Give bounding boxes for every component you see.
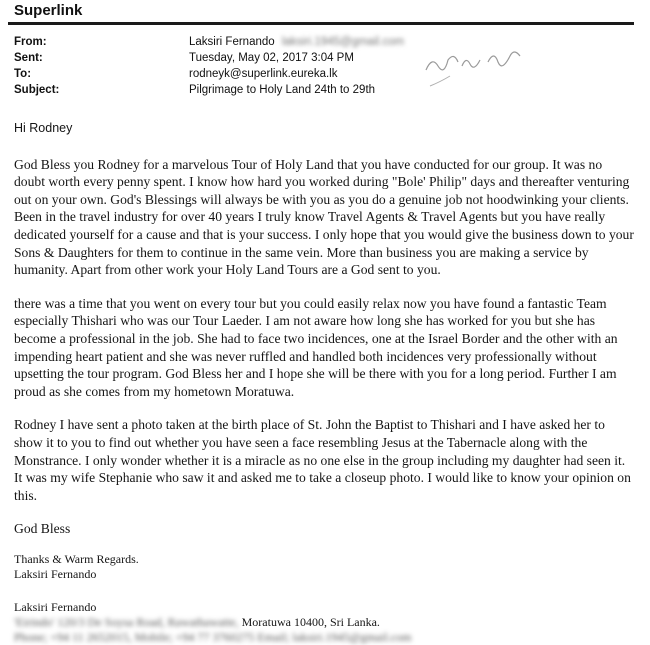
- sent-label: Sent:: [14, 52, 43, 64]
- to-value: rodneyk@superlink.eureka.lk: [189, 68, 338, 80]
- handwritten-note: [418, 36, 538, 96]
- email-body: [14, 120, 634, 645]
- from-row: [14, 34, 634, 50]
- sent-row: [14, 50, 634, 66]
- greeting: Hi Rodney: [14, 121, 73, 135]
- address-redacted: 'Eirindo' 120/3 De Soysa Road, Rawathawatte,: [14, 614, 239, 629]
- from-label: From:: [14, 36, 47, 48]
- subject-value: Pilgrimage to Holy Land 24th to 29th: [189, 84, 376, 96]
- to-label: To:: [14, 68, 32, 80]
- signature-name-2: Laksiri Fernando: [14, 599, 97, 614]
- paragraph-3: Rodney I have sent a photo taken at the birth place of St. John the Baptist to Thishari and I have asked her to show it to you to find out whether you have seen a face resembling Jesus at the Tabernacle along with the Monstrance. I only wonder whether it is a miracle as no one else in the group including my daughter had seen it. It was my wife Stephanie who saw it and asked me to take a closeup photo. I would like to know your opinion on this.: [14, 417, 631, 503]
- thanks-line: Thanks & Warm Regards.: [14, 551, 139, 566]
- paragraph-2: there was a time that you went on every tour but you could easily relax now you have found a fantastic Team especially Thishari who was our Tour Laeder. I am not aware how long she has worked for you but she has become a professional in the job. She had to face two incidences, one at the Israel Border and the other with an impending heart patient and she was never ruffled and handled both incidences very professionally without upsetting the tour program. God Bless her and I hope she will be there with you for a long period. Further I am proud as she comes from my hometown Moratuwa.: [14, 295, 618, 399]
- subject-label: Subject:: [14, 84, 60, 96]
- address-line: [14, 615, 634, 630]
- email-header: [14, 34, 634, 98]
- from-value: Laksiri Fernando: [189, 36, 275, 48]
- closing: God Bless: [14, 521, 71, 537]
- company-name: Superlink: [14, 2, 83, 19]
- from-email-redacted: laksiri.1945@gmail.com: [281, 36, 405, 48]
- sent-value: Tuesday, May 02, 2017 3:04 PM: [189, 52, 354, 64]
- subject-row: [14, 82, 634, 98]
- signature: [14, 552, 634, 645]
- header-rule: [8, 22, 634, 25]
- signature-name: Laksiri Fernando: [14, 566, 97, 581]
- address-city: Moratuwa 10400, Sri Lanka.: [241, 614, 380, 629]
- to-row: [14, 66, 634, 82]
- contact-redacted: Phone; +94 11 2652015, Mobile; +94 77 3760275 Email; laksiri.1945@gmail.com: [14, 629, 412, 644]
- paragraph-1: God Bless you Rodney for a marvelous Tour of Holy Land that you have conducted for our group. It was no doubt worth every penny spent. I know how hard you worked during "Bole' Philip" days and thereafter venturing out on your own. God's Blessings will always be with you as you do a genuine job not hoodwinking your clients. Been in the travel industry for over 40 years I truly know Travel Agents & Travel Agents but you have really dedicated yourself for a cause and that is your success. I only hope that you would give the business down to your Sons & Daughters for them to continue in the same vein. More than business you are making a service by humanity. Apart from other work your Holy Land Tours are a God sent to you.: [14, 156, 634, 278]
